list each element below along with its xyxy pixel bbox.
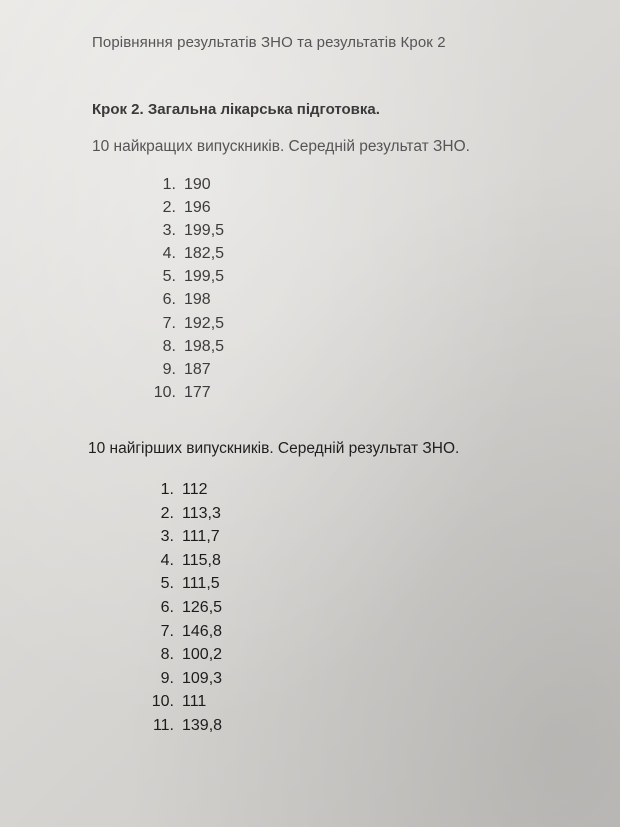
list-item — [146, 196, 224, 219]
list-item — [144, 478, 222, 502]
list-item — [146, 173, 224, 196]
list-item — [144, 572, 222, 596]
item-number: 4. — [162, 245, 176, 263]
list-item — [146, 288, 224, 311]
item-number: 3. — [162, 222, 176, 240]
item-number: 1. — [162, 176, 176, 193]
item-number: 10. — [151, 693, 174, 711]
item-score: 187 — [184, 360, 211, 378]
item-number: 2. — [162, 199, 176, 217]
worst-graduates-list — [144, 478, 222, 738]
item-number: 4. — [160, 551, 174, 569]
item-score: 111,7 — [182, 528, 220, 546]
best-graduates-heading: 10 найкращих випускників. Середній результат ЗНО. — [92, 138, 470, 155]
item-score: 112 — [182, 481, 208, 498]
item-number: 1. — [160, 481, 174, 498]
list-item — [146, 358, 224, 381]
list-item — [144, 549, 222, 573]
item-score: 192,5 — [184, 314, 225, 332]
list-item — [146, 265, 224, 288]
item-score: 198,5 — [184, 337, 225, 355]
list-item — [146, 381, 224, 404]
item-score: 113,3 — [182, 504, 221, 522]
item-number: 3. — [160, 528, 174, 546]
item-score: 182,5 — [184, 245, 225, 263]
item-score: 196 — [184, 199, 211, 217]
item-number: 8. — [160, 646, 174, 664]
item-score: 100,2 — [182, 646, 223, 664]
item-number: 7. — [160, 622, 174, 640]
item-score: 177 — [184, 383, 211, 401]
item-number: 10. — [153, 383, 176, 401]
item-score: 111,5 — [182, 575, 220, 593]
item-number: 6. — [160, 598, 174, 616]
item-score: 126,5 — [182, 598, 223, 616]
item-score: 199,5 — [184, 268, 225, 286]
list-item — [144, 643, 222, 667]
item-number: 9. — [162, 360, 176, 378]
list-item — [144, 596, 222, 620]
item-score: 111 — [182, 693, 207, 711]
list-item — [144, 525, 222, 549]
list-item — [144, 714, 222, 738]
list-item — [146, 312, 224, 335]
list-item — [144, 690, 222, 714]
item-number: 7. — [162, 314, 176, 332]
list-item — [146, 335, 224, 358]
item-number: 6. — [162, 291, 176, 309]
list-item — [144, 620, 222, 644]
list-item — [146, 219, 224, 242]
item-number: 5. — [162, 268, 176, 286]
document-title: Порівняння результатів ЗНО та результатів Крок 2 — [92, 34, 446, 51]
item-score: 199,5 — [184, 222, 225, 240]
best-graduates-list — [146, 173, 224, 404]
item-number: 11. — [152, 716, 174, 734]
item-score: 146,8 — [182, 622, 223, 640]
item-number: 8. — [162, 337, 176, 355]
item-number: 9. — [160, 669, 174, 687]
item-number: 2. — [160, 504, 174, 522]
list-item — [144, 667, 222, 691]
list-item — [144, 502, 222, 526]
item-score: 139,8 — [182, 716, 223, 734]
item-score: 115,8 — [182, 551, 221, 569]
section-heading: Крок 2. Загальна лікарська підготовка. — [92, 101, 380, 118]
item-score: 198 — [184, 291, 211, 309]
item-score: 190 — [184, 176, 211, 193]
item-number: 5. — [160, 575, 174, 593]
worst-graduates-heading: 10 найгірших випускників. Середній результат ЗНО. — [88, 440, 460, 457]
list-item — [146, 242, 224, 265]
item-score: 109,3 — [182, 669, 223, 687]
